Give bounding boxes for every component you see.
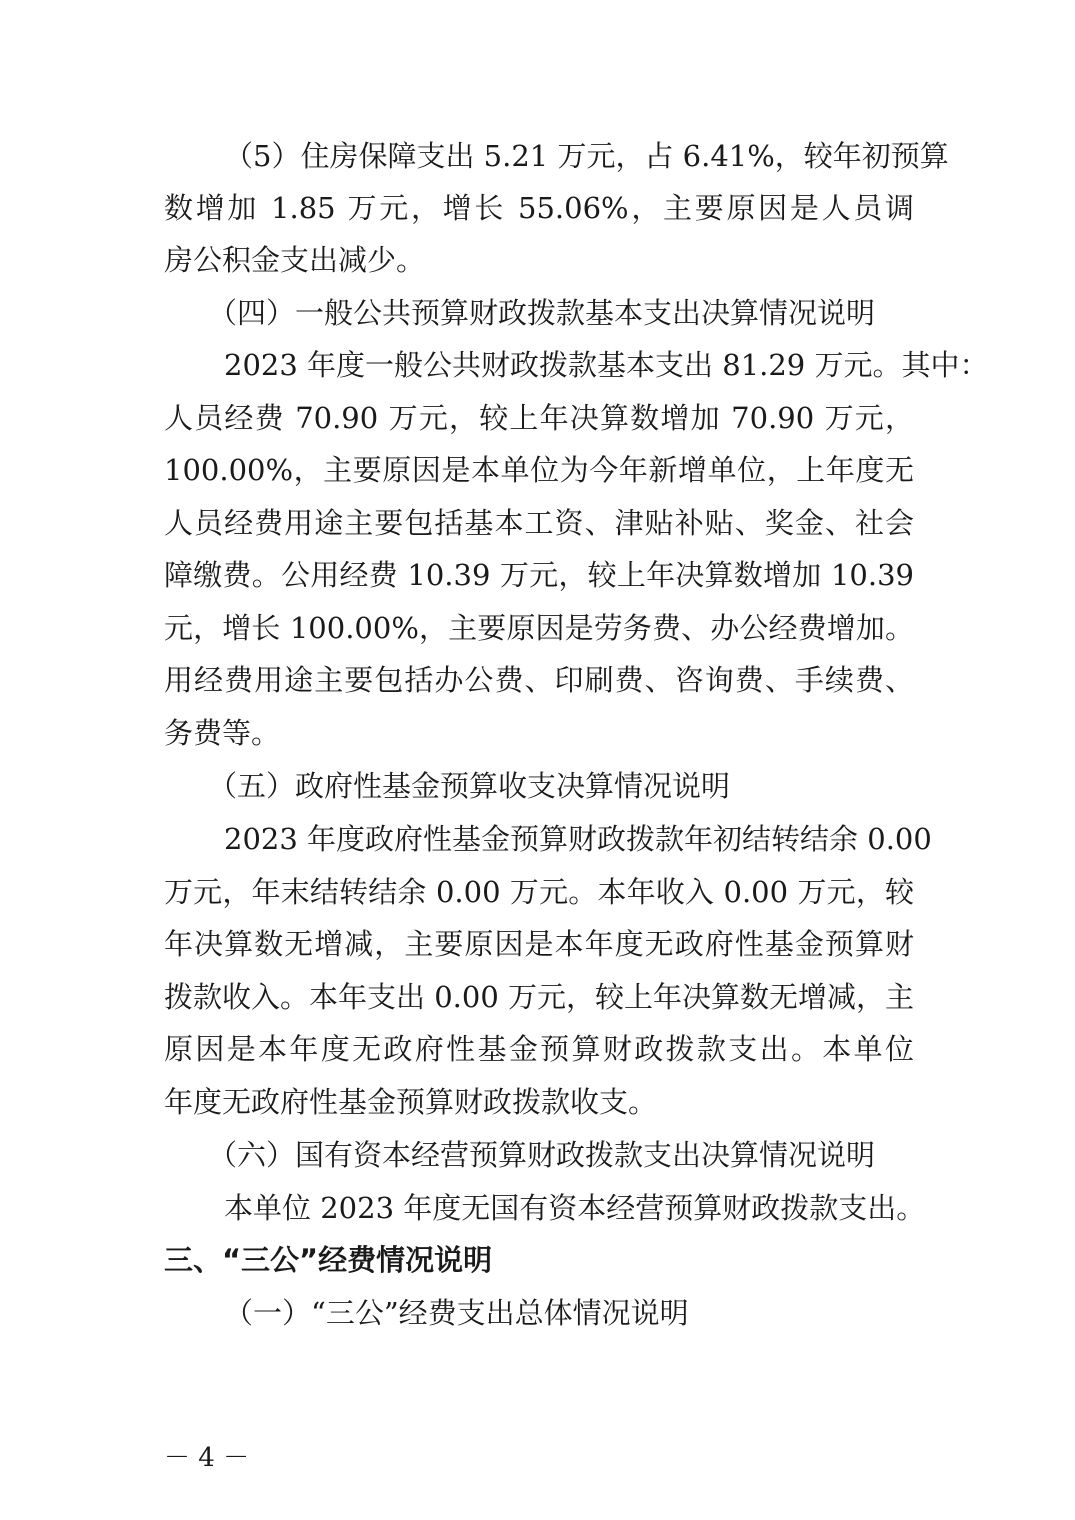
paragraph-line: 用经费用途主要包括办公费、印刷费、咨询费、手续费、 [164,663,914,697]
chapter-heading: 三、“三公”经费情况说明 [164,1243,493,1277]
paragraph-line: 100.00%，主要原因是本单位为今年新增单位，上年度无 [164,453,914,487]
paragraph-line: 人员经费 70.90 万元，较上年决算数增加 70.90 万元， [164,401,914,435]
paragraph-line: 万元，年末结转结余 0.00 万元。本年收入 0.00 万元，较 [164,875,914,909]
paragraph-line: 2023 年度政府性基金预算财政拨款年初结转结余 0.00 [224,822,932,856]
section-heading: （六）国有资本经营预算财政拨款支出决算情况说明 [208,1138,876,1172]
paragraph-line: 房公积金支出减少。 [164,243,426,277]
section-heading: （五）政府性基金预算收支决算情况说明 [208,769,731,803]
paragraph-line: 人员经费用途主要包括基本工资、津贴补贴、奖金、社会 [164,506,914,540]
paragraph-line: 本单位 2023 年度无国有资本经营预算财政拨款支出。 [224,1191,926,1225]
paragraph-line: 年度无政府性基金预算财政拨款收支。 [164,1085,658,1119]
section-heading: （一）“三公”经费支出总体情况说明 [224,1296,689,1330]
paragraph-line: （5）住房保障支出 5.21 万元，占 6.41%，较年初预算 [224,139,949,173]
paragraph-line: 2023 年度一般公共财政拨款基本支出 81.29 万元。其中： [224,348,989,382]
page-number: － 4 － [164,1443,250,1473]
paragraph-line: 原因是本年度无政府性基金预算财政拨款支出。本单位 [164,1032,914,1066]
paragraph-line: 障缴费。公用经费 10.39 万元，较上年决算数增加 10.39 [164,558,914,592]
section-heading: （四）一般公共预算财政拨款基本支出决算情况说明 [208,296,876,330]
paragraph-line: 年决算数无增减，主要原因是本年度无政府性基金预算财 [164,927,914,961]
paragraph-line: 元，增长 100.00%，主要原因是劳务费、办公经费增加。 [164,611,914,645]
paragraph-line: 数增加 1.85 万元，增长 55.06%，主要原因是人员调 [164,191,914,225]
paragraph-line: 务费等。 [164,716,281,750]
paragraph-line: 拨款收入。本年支出 0.00 万元，较上年决算数无增减，主 [164,980,914,1014]
